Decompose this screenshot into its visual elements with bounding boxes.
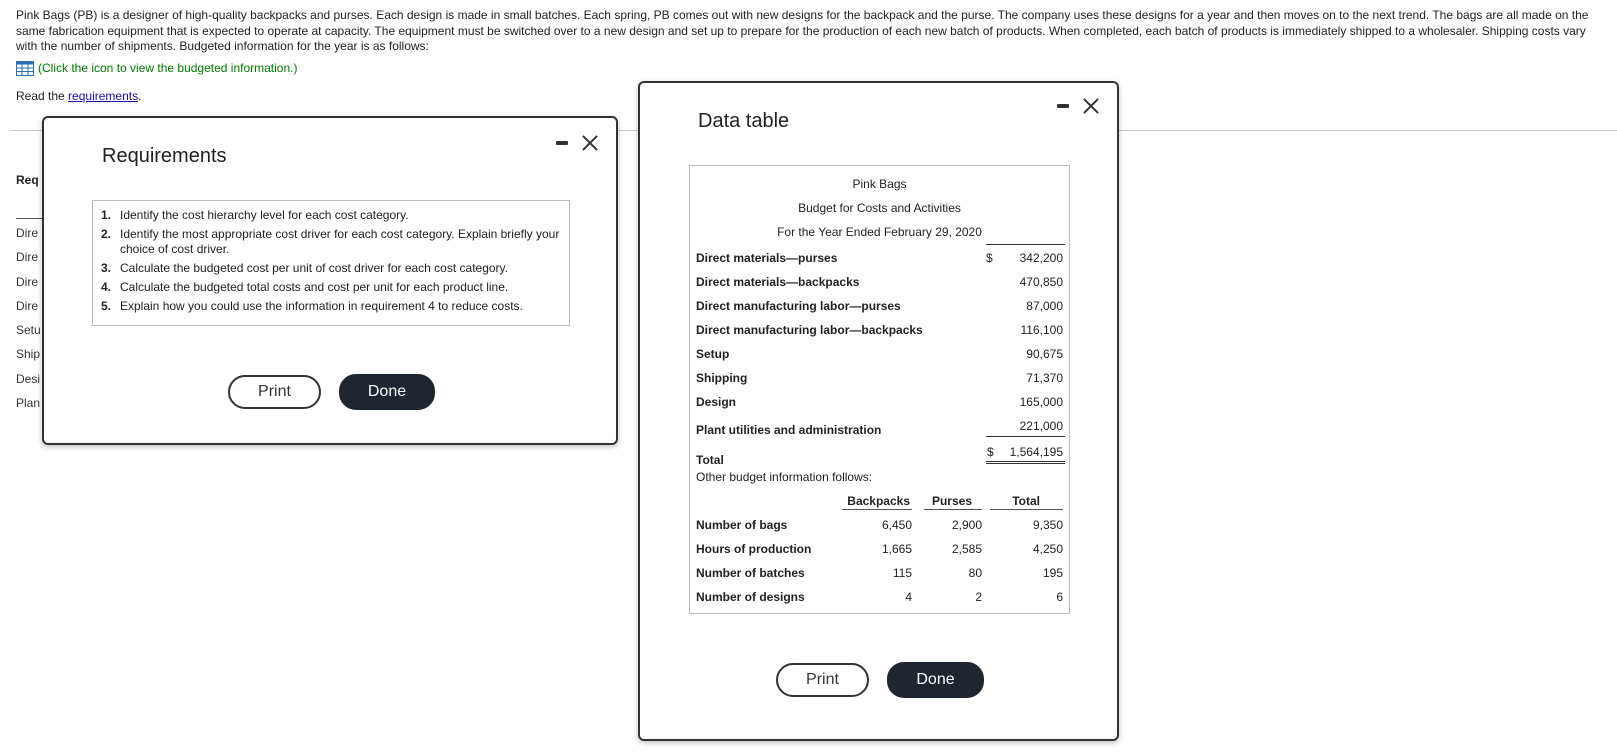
- stat-purses: 2: [975, 590, 982, 604]
- stat-total: 195: [1042, 566, 1063, 580]
- requirement-number: 3.: [101, 261, 112, 275]
- stat-backpacks: 1,665: [881, 542, 912, 556]
- stat-backpacks: 6,450: [881, 518, 912, 532]
- column-header-total: Total: [1012, 494, 1040, 508]
- stat-row: [696, 515, 1063, 535]
- stat-purses: 2,900: [951, 518, 982, 532]
- data-window-controls: [1057, 98, 1099, 114]
- requirement-text: Identify the cost hierarchy level for each cost category.: [120, 208, 409, 222]
- cost-label: Direct materials—backpacks: [696, 275, 860, 289]
- cost-row: [696, 368, 1063, 388]
- read-prefix: Read the: [16, 89, 69, 103]
- stat-purses: 2,585: [951, 542, 982, 556]
- budget-subtitle: Budget for Costs and Activities: [798, 201, 961, 215]
- total-amount: 1,564,195: [1009, 445, 1063, 459]
- requirement-text: Explain how you could use the information in requirement 4 to reduce costs.: [120, 299, 523, 313]
- header-rule: [986, 244, 1065, 245]
- minimize-icon[interactable]: [556, 141, 568, 145]
- table-icon[interactable]: [16, 61, 34, 76]
- cost-row: [696, 296, 1063, 316]
- cost-label: Design: [696, 395, 737, 409]
- stat-purses: 80: [968, 566, 982, 580]
- cost-amount: 90,675: [1026, 347, 1063, 361]
- requirement-item: [101, 261, 561, 276]
- background-heading: Req: [16, 173, 39, 187]
- requirement-number: 5.: [101, 299, 112, 313]
- budget-period: For the Year Ended February 29, 2020: [777, 225, 982, 239]
- column-rule: [842, 509, 912, 510]
- cost-row: [696, 392, 1063, 412]
- data-table-modal: [638, 81, 1119, 741]
- cost-row: [696, 344, 1063, 364]
- background-row: Dire: [16, 226, 39, 240]
- requirements-link[interactable]: requirements: [68, 89, 139, 103]
- background-row: Dire: [16, 250, 39, 265]
- requirement-item: [101, 280, 561, 295]
- stat-total: 9,350: [1032, 518, 1063, 532]
- cost-row: [696, 320, 1063, 340]
- background-row: Setu: [16, 323, 41, 338]
- cost-label: Plant utilities and administration: [696, 423, 882, 437]
- requirements-print-button[interactable]: Print: [228, 375, 321, 409]
- intro-paragraph: Pink Bags (PB) is a designer of high-quality backpacks and purses. Each design is made in small batches. Each spring, PB comes out with new designs for the backpack and the purse. The company uses these designs for a year and then moves on to the next trend. The bags are all made on the same fabrication equipment that is expected to operate at capacity. The equipment must be switched over to a new design and set up to prepare for the production of each new batch of products. When completed, each batch of products is immediately shipped to a wholesaler. Shipping costs vary with the number of shipments. Budgeted information for the year is as follows:: [16, 8, 1589, 53]
- requirement-text: Calculate the budgeted total costs and cost per unit for each product line.: [120, 280, 509, 294]
- requirement-text: Identify the most appropriate cost driver for each cost category. Explain briefly your choice of cost driver.: [120, 227, 560, 256]
- background-row: Ship: [16, 347, 41, 362]
- column-header-backpacks: Backpacks: [847, 494, 910, 508]
- stat-label: Number of batches: [696, 566, 805, 580]
- requirements-list: [92, 200, 570, 326]
- requirements-window-controls: [556, 135, 598, 151]
- close-icon[interactable]: [582, 135, 598, 151]
- total-double-rule: [986, 463, 1065, 464]
- cost-amount: 87,000: [1026, 299, 1063, 313]
- total-double-rule: [986, 461, 1065, 462]
- cost-row: [696, 248, 1063, 268]
- stat-total: 6: [1056, 590, 1063, 604]
- stat-label: Number of designs: [696, 590, 805, 604]
- cost-amount: 71,370: [1026, 371, 1063, 385]
- cost-currency: $: [986, 251, 993, 265]
- stat-total: 4,250: [1032, 542, 1063, 556]
- cost-amount: 116,100: [1020, 323, 1063, 337]
- background-row: Dire: [16, 274, 39, 289]
- requirement-text: Calculate the budgeted cost per unit of cost driver for each cost category.: [120, 261, 508, 275]
- data-print-button[interactable]: Print: [776, 663, 869, 697]
- cost-amount: 221,000: [1019, 419, 1063, 433]
- requirements-done-button[interactable]: Done: [339, 374, 435, 410]
- stat-row: [696, 563, 1063, 583]
- background-row: Plan: [16, 396, 41, 411]
- other-info-label: Other budget information follows:: [696, 470, 873, 484]
- read-suffix: .: [138, 89, 142, 103]
- company-name: Pink Bags: [852, 177, 907, 191]
- total-label: Total: [696, 453, 724, 467]
- cost-row: [696, 416, 1063, 436]
- stat-backpacks: 115: [892, 566, 912, 580]
- cost-label: Direct manufacturing labor—purses: [696, 299, 901, 313]
- read-requirements: [16, 89, 141, 103]
- stat-label: Hours of production: [696, 542, 812, 556]
- cost-amount: 470,850: [1019, 275, 1063, 289]
- requirements-modal: [42, 116, 618, 445]
- requirement-number: 1.: [101, 208, 112, 222]
- view-budget-link[interactable]: [16, 60, 297, 76]
- cost-row: [696, 272, 1063, 292]
- view-budget-text[interactable]: (Click the icon to view the budgeted information.): [38, 61, 298, 75]
- requirements-title: Requirements: [102, 145, 227, 167]
- stat-row: [696, 539, 1063, 559]
- requirement-item: [101, 299, 561, 314]
- cost-label: Setup: [696, 347, 730, 361]
- requirement-number: 2.: [101, 227, 112, 241]
- stat-label: Number of bags: [696, 518, 788, 532]
- requirement-item: [101, 227, 561, 257]
- cost-label: Direct materials—purses: [696, 251, 838, 265]
- data-table-title: Data table: [698, 110, 790, 132]
- minimize-icon[interactable]: [1057, 104, 1069, 108]
- close-icon[interactable]: [1083, 98, 1099, 114]
- requirement-number: 4.: [101, 280, 112, 294]
- total-currency: $: [987, 445, 994, 459]
- data-done-button[interactable]: Done: [887, 662, 984, 698]
- cost-amount: 165,000: [1019, 395, 1063, 409]
- background-row: Desi: [16, 371, 41, 386]
- column-rule: [990, 509, 1063, 510]
- requirement-item: [101, 208, 561, 223]
- column-header-purses: Purses: [931, 494, 972, 508]
- budget-table: [689, 165, 1070, 614]
- cost-amount: 342,200: [1019, 251, 1063, 265]
- background-row: Dire: [16, 298, 39, 313]
- stat-backpacks: 4: [905, 590, 912, 604]
- subtotal-rule: [986, 436, 1065, 437]
- cost-label: Shipping: [696, 371, 748, 385]
- cost-label: Direct manufacturing labor—backpacks: [696, 323, 923, 337]
- column-rule: [924, 509, 982, 510]
- stat-row: [696, 587, 1063, 607]
